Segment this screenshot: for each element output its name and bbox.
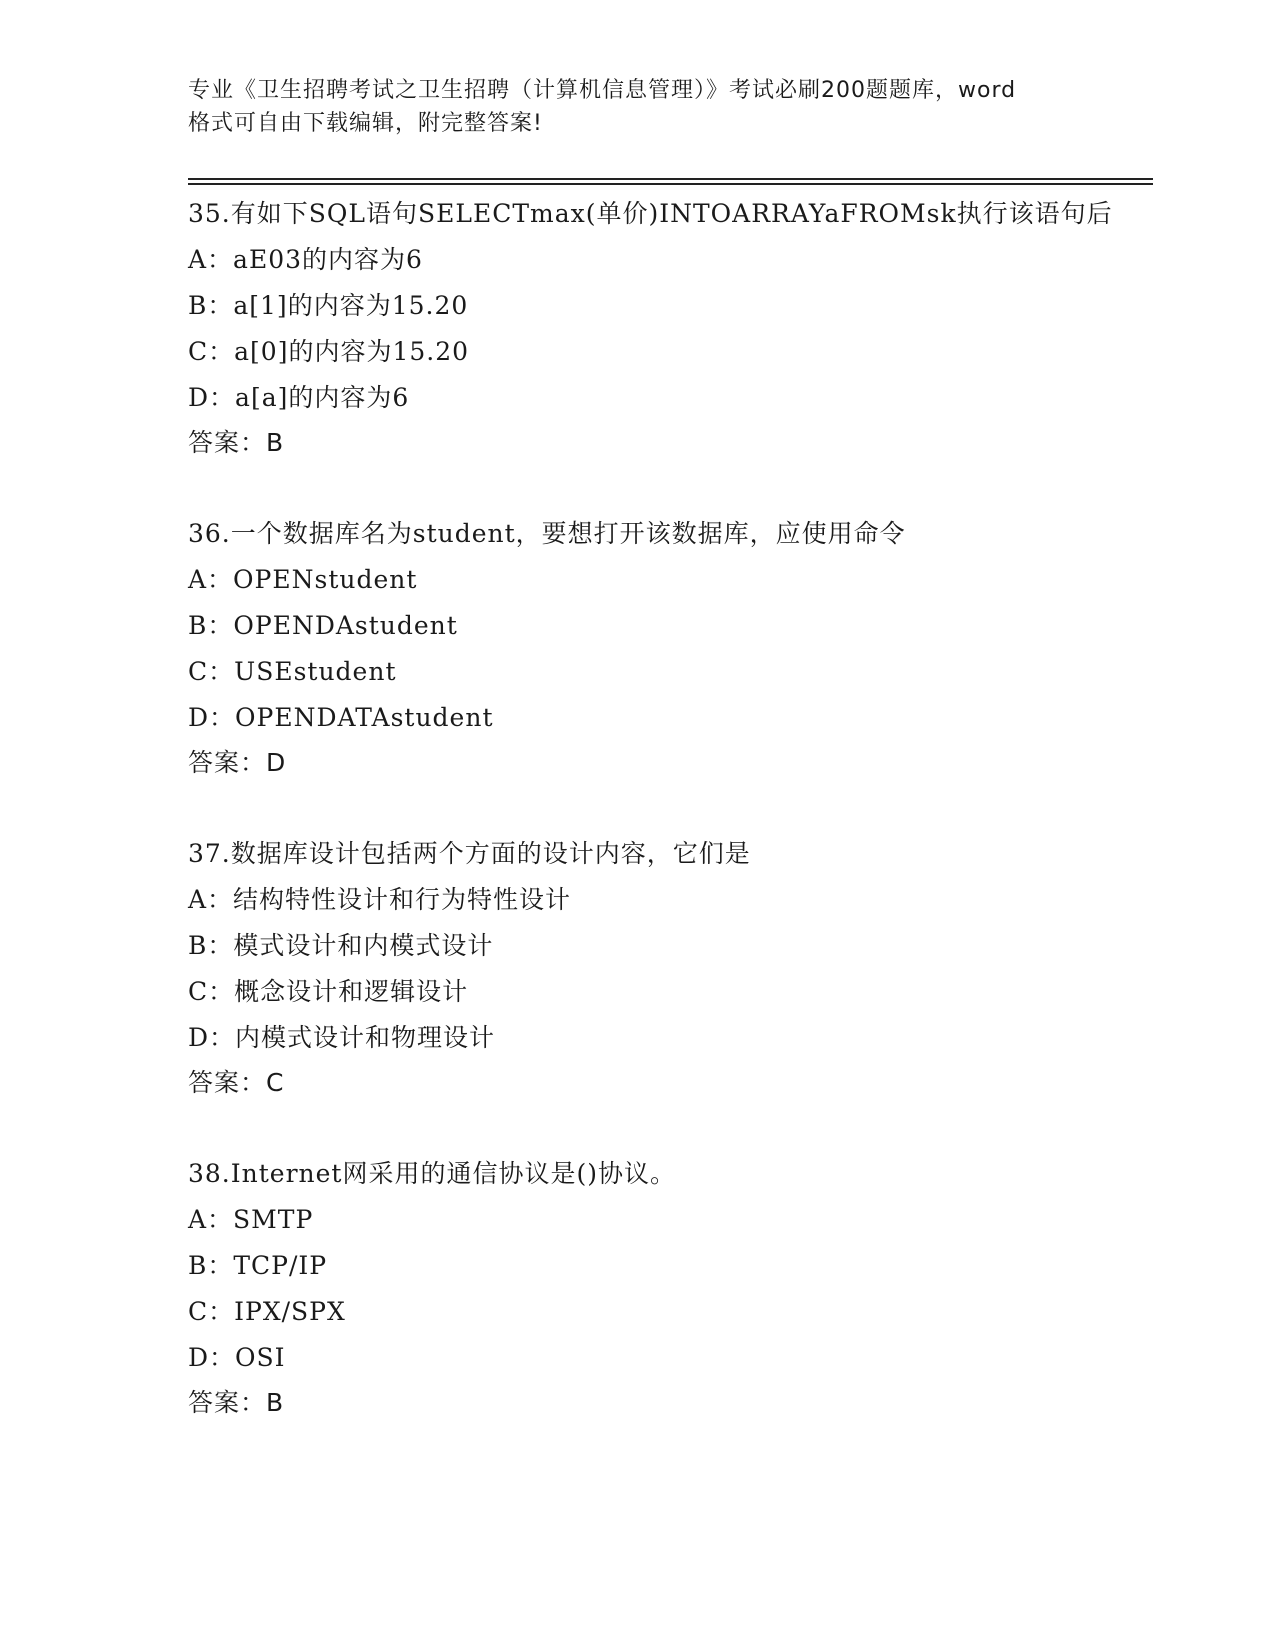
header-line-1: 专业《卫生招聘考试之卫生招聘（计算机信息管理）》考试必刷200题题库，word [188, 78, 1017, 103]
answer: 答案：B [188, 428, 285, 457]
question-37 [188, 831, 1148, 1105]
option-a: A：OPENstudent [188, 565, 418, 594]
answer: 答案：D [188, 748, 287, 777]
option-a: A：结构特性设计和行为特性设计 [188, 885, 572, 914]
option-b: B：TCP/IP [188, 1251, 328, 1280]
question-36 [188, 511, 1148, 785]
question-35 [188, 191, 1148, 465]
option-b: B：模式设计和内模式设计 [188, 931, 494, 960]
answer: 答案：B [188, 1388, 285, 1417]
question-stem: 35.有如下SQL语句SELECTmax(单价)INTOARRAYaFROMsk执行该语句后 [188, 199, 1113, 228]
option-a: A：SMTP [188, 1205, 314, 1234]
option-c: C：a[0]的内容为15.20 [188, 337, 470, 366]
question-list [188, 191, 1148, 1471]
option-d: D：OPENDATAstudent [188, 703, 494, 732]
header-divider-top [188, 178, 1153, 180]
question-38 [188, 1151, 1148, 1425]
option-c: C：概念设计和逻辑设计 [188, 977, 469, 1006]
question-stem: 38.Internet网采用的通信协议是()协议。 [188, 1159, 676, 1188]
document-header [188, 74, 1108, 140]
option-d: D：OSI [188, 1343, 286, 1372]
question-stem: 37.数据库设计包括两个方面的设计内容，它们是 [188, 839, 751, 868]
option-d: D：内模式设计和物理设计 [188, 1023, 496, 1052]
option-b: B：OPENDAstudent [188, 611, 458, 640]
header-line-2: 格式可自由下载编辑，附完整答案! [188, 111, 543, 136]
header-divider-bottom [188, 183, 1153, 185]
option-c: C：USEstudent [188, 657, 397, 686]
option-b: B：a[1]的内容为15.20 [188, 291, 469, 320]
option-d: D：a[a]的内容为6 [188, 383, 410, 412]
option-c: C：IPX/SPX [188, 1297, 346, 1326]
option-a: A：aE03的内容为6 [188, 245, 423, 274]
answer: 答案：C [188, 1068, 285, 1097]
question-stem: 36.一个数据库名为student，要想打开该数据库，应使用命令 [188, 519, 906, 548]
